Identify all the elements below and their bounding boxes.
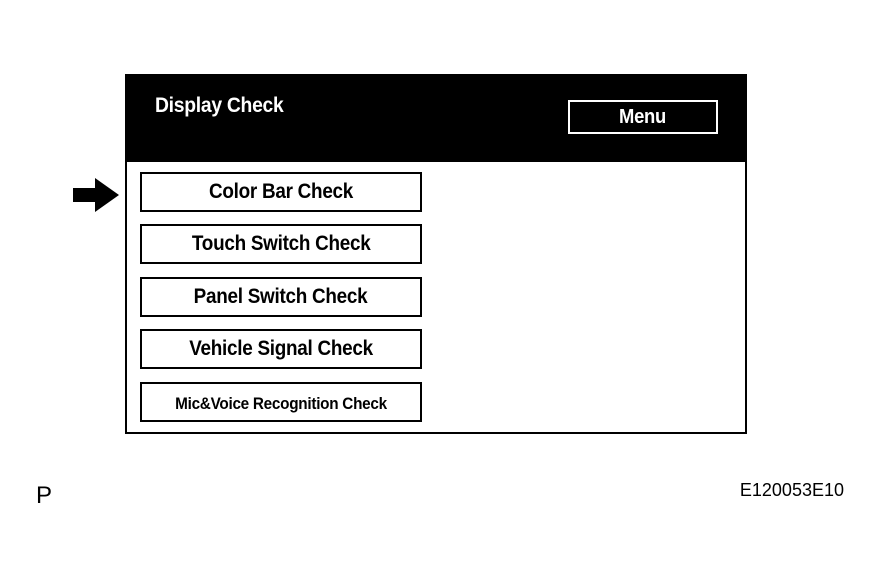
figure-code: E120053E10	[739, 480, 844, 500]
menu-button[interactable]	[568, 100, 718, 134]
menu-button-label: Menu	[619, 105, 667, 128]
right-arrow-icon	[73, 178, 119, 212]
mic-voice-recognition-check-button[interactable]	[140, 382, 422, 422]
color-bar-check-button[interactable]	[140, 172, 422, 212]
panel-switch-check-label: Panel Switch Check	[194, 285, 368, 308]
corner-label: P	[36, 482, 53, 509]
vehicle-signal-check-label: Vehicle Signal Check	[189, 337, 373, 360]
color-bar-check-label: Color Bar Check	[208, 180, 354, 203]
touch-switch-check-label: Touch Switch Check	[191, 232, 371, 255]
mic-voice-recognition-check-label: Mic&Voice Recognition Check	[175, 393, 387, 413]
display-screen	[125, 74, 747, 434]
screen-header	[127, 76, 745, 162]
page-title: Display Check	[155, 94, 284, 117]
touch-switch-check-button[interactable]	[140, 224, 422, 264]
vehicle-signal-check-button[interactable]	[140, 329, 422, 369]
panel-switch-check-button[interactable]	[140, 277, 422, 317]
